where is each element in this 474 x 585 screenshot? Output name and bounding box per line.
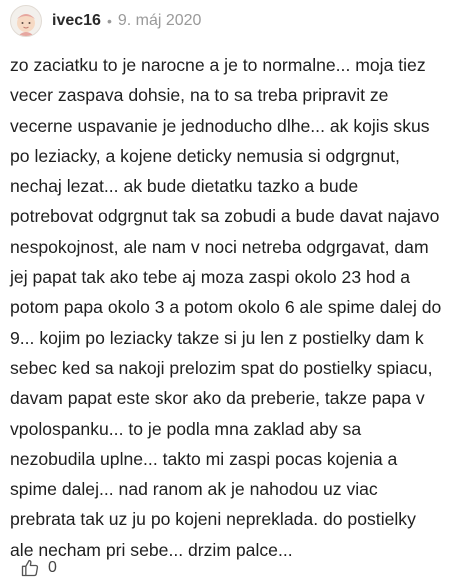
- post-line: spime dalej... nad ranom ak je nahodou uz viac: [10, 479, 378, 500]
- avatar[interactable]: [10, 5, 42, 37]
- baby-avatar-icon: [11, 6, 41, 36]
- post-line: vpolospanku... to je podla mna zaklad aby sa: [10, 418, 362, 439]
- like-count: 0: [48, 559, 57, 576]
- post-line: zo zaciatku to je narocne a je to normalne... moja tiez: [10, 55, 426, 75]
- post-line: nezobudila uplne... takto mi zaspi pocas kojenia a: [10, 448, 398, 469]
- thumbs-up-icon: [20, 558, 40, 578]
- post-footer: [20, 558, 57, 578]
- post-line: 9... kojim po leziacky takze si ju len z postielky dam k: [10, 327, 424, 348]
- like-button[interactable]: [20, 558, 57, 578]
- post-line: potom papa okolo 3 a potom okolo 6 ale spime dalej do: [10, 297, 442, 318]
- post-body: [10, 50, 468, 565]
- post-line: vecer zaspava dohsie, na to sa treba pripravit ze: [10, 85, 389, 106]
- post-line: ale necham pri sebe... drzim palce...: [10, 539, 293, 560]
- post-line: vecerne uspavanie je jednoducho dlhe... ak kojis skus: [10, 115, 430, 136]
- post-header: [10, 2, 201, 40]
- post-line: jej papat tak ako tebe aj moza zaspi okolo 23 hod a: [10, 267, 411, 288]
- post-line: nechaj lezat... ak bude dietatku tazko a bude: [10, 176, 359, 197]
- meta-separator: •: [106, 13, 112, 29]
- author-username[interactable]: ivec16: [52, 12, 101, 29]
- post-line: po leziacky, a kojene deticky nemusia si odgrgnut,: [10, 145, 400, 166]
- post-line: sebec ked sa nakoji prelozim spat do postielky spiacu,: [10, 357, 433, 378]
- post-line: davam papat este skor ako da preberie, takze papa v: [10, 388, 425, 409]
- post-date: 9. máj 2020: [117, 12, 202, 29]
- post-line: nespokojnost, ale nam v noci netreba odgrgavat, dam: [10, 236, 429, 257]
- post-line: prebrata tak uz ju po kojeni nepreklada. do postielky: [10, 509, 416, 530]
- post-line: potrebovat odgrgnut tak sa zobudi a bude davat najavo: [10, 206, 440, 227]
